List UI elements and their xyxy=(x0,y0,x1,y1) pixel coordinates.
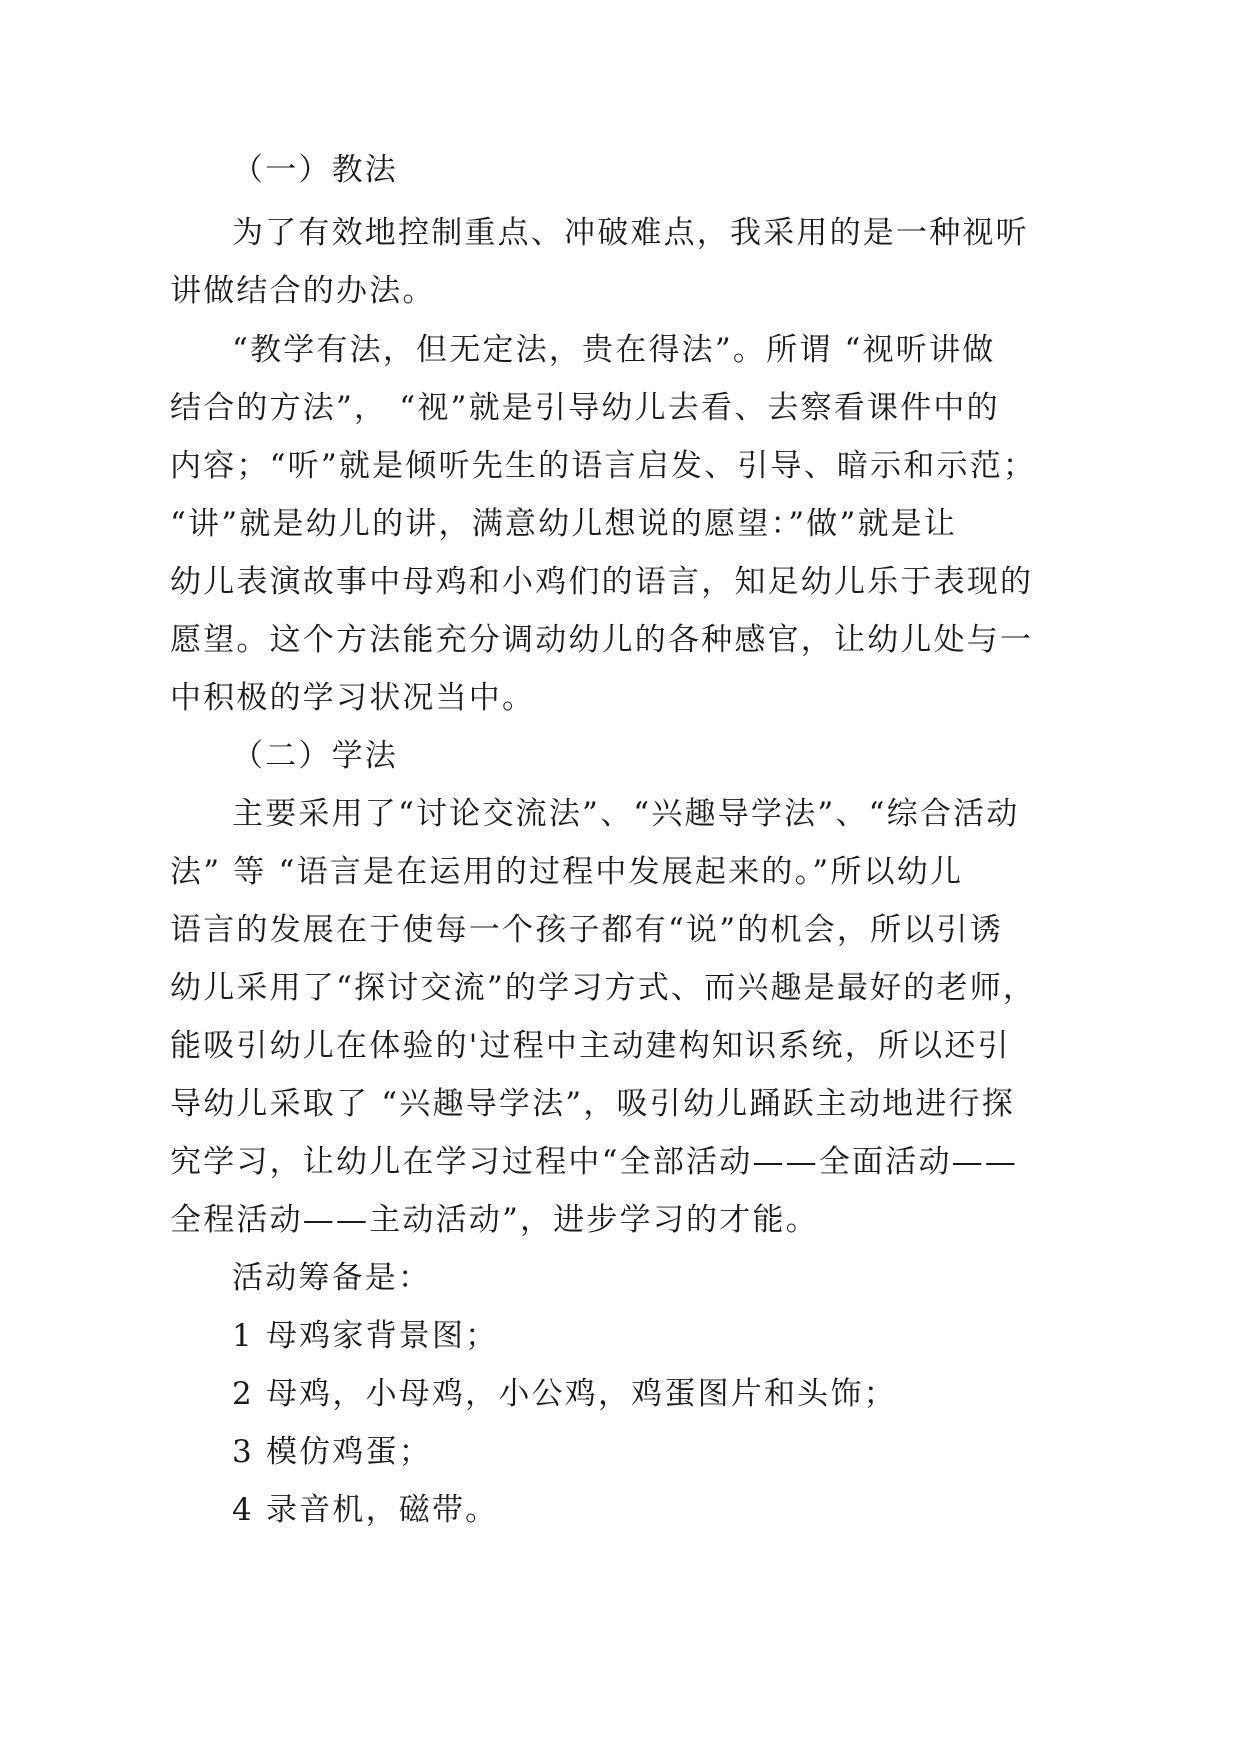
paragraph-line: 法” 等 “语言是在运用的过程中发展起来的。”所以幼儿 xyxy=(170,854,964,890)
paragraph-line: 语言的发展在于使每一个孩子都有“说”的机会，所以引诱 xyxy=(170,912,1003,948)
paragraph-line: “讲”就是幼儿的讲，满意幼儿想说的愿望：”做”就是让 xyxy=(170,506,958,542)
paragraph-line: 导幼儿采取了 “兴趣导学法”，吸引幼儿踊跃主动地进行探 xyxy=(170,1086,1015,1122)
paragraph-line: 幼儿采用了“探讨交流”的学习方式、而兴趣是最好的老师， xyxy=(170,970,1037,1006)
paragraph-line: 愿望。这个方法能充分调动幼儿的各种感官，让幼儿处与一 xyxy=(170,622,1034,658)
paragraph-line: 能吸引幼儿在体验的'过程中主动建构知识系统，所以还引 xyxy=(170,1028,1011,1064)
list-heading: 活动筹备是： xyxy=(232,1260,432,1296)
paragraph-line: 为了有效地控制重点、冲破难点，我采用的是一种视听 xyxy=(232,215,1029,251)
paragraph-line: 内容；“听”就是倾听先生的语言启发、引导、暗示和示范； xyxy=(170,448,1037,484)
list-item: 3 模仿鸡蛋； xyxy=(232,1434,432,1470)
paragraph-line: “教学有法，但无定法，贵在得法”。所谓 “视听讲做 xyxy=(232,332,996,368)
paragraph-line: 究学习，让幼儿在学习过程中“全部活动——全面活动—— xyxy=(170,1144,1019,1180)
list-item: 1 母鸡家背景图； xyxy=(232,1318,499,1354)
section-heading-learning-method: （二）学法 xyxy=(232,738,398,774)
section-heading-teaching-method: （一）教法 xyxy=(232,152,398,188)
paragraph-line: 主要采用了“讨论交流法”、“兴趣导学法”、“综合活动 xyxy=(232,796,1020,832)
paragraph-line: 全程活动——主动活动”，进步学习的才能。 xyxy=(170,1202,819,1238)
paragraph-line: 幼儿表演故事中母鸡和小鸡们的语言，知足幼儿乐于表现的 xyxy=(170,564,1034,600)
paragraph-line: 讲做结合的办法。 xyxy=(170,273,436,309)
list-item: 4 录音机，磁带。 xyxy=(232,1492,499,1528)
list-item: 2 母鸡，小母鸡，小公鸡，鸡蛋图片和头饰； xyxy=(232,1376,897,1412)
paragraph-line: 中积极的学习状况当中。 xyxy=(170,680,536,716)
paragraph-line: 结合的方法”， “视”就是引导幼儿去看、去察看课件中的 xyxy=(170,390,1000,426)
